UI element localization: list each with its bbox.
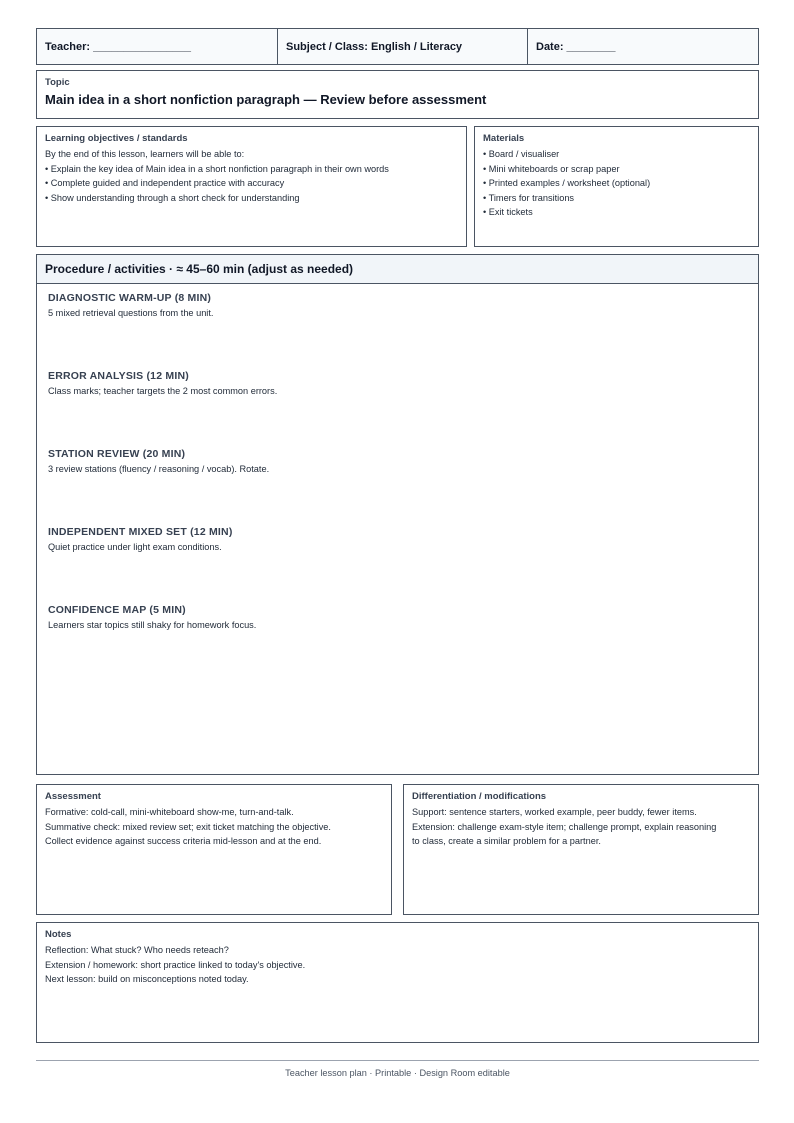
notes-line[interactable]: Extension / homework: short practice linked to today's objective. xyxy=(45,959,306,970)
activity-title[interactable]: ERROR ANALYSIS (12 MIN) xyxy=(48,370,189,382)
assessment-line[interactable]: Collect evidence against success criteria mid-lesson and at the end. xyxy=(45,836,322,847)
differentiation-label: Differentiation / modifications xyxy=(412,791,547,802)
activity-title[interactable]: DIAGNOSTIC WARM-UP (8 MIN) xyxy=(48,292,212,304)
objective-line[interactable]: • Complete guided and independent practice with accuracy xyxy=(45,178,285,189)
objective-line[interactable]: • Explain the key idea of Main idea in a short nonfiction paragraph in their own words xyxy=(45,163,389,174)
assessment-line[interactable]: Summative check: mixed review set; exit ticket matching the objective. xyxy=(45,821,331,832)
activity-description[interactable]: Learners star topics still shaky for homework focus. xyxy=(48,620,257,630)
differentiation-line[interactable]: Support: sentence starters, worked example, peer buddy, fewer items. xyxy=(412,807,697,817)
assessment-section xyxy=(36,784,392,915)
activity-description[interactable]: 5 mixed retrieval questions from the unit. xyxy=(48,308,214,318)
header-row xyxy=(36,28,759,65)
material-item[interactable]: • Mini whiteboards or scrap paper xyxy=(483,163,620,174)
footer-divider xyxy=(36,1060,759,1061)
differentiation-line[interactable]: Extension: challenge exam-style item; challenge prompt, explain reasoning xyxy=(412,821,717,832)
activity-title[interactable]: STATION REVIEW (20 MIN) xyxy=(48,448,186,460)
assessment-line[interactable]: Formative: cold-call, mini-whiteboard show-me, turn-and-talk. xyxy=(45,807,294,817)
objective-line[interactable]: • Show understanding through a short check for understanding xyxy=(45,192,300,203)
materials-section xyxy=(474,126,759,247)
activity-block xyxy=(48,526,233,552)
learning-objectives-section xyxy=(36,126,467,247)
footer-text: Teacher lesson plan · Printable · Design Room editable xyxy=(285,1068,510,1078)
topic-title[interactable]: Main idea in a short nonfiction paragraph — Review before assessment xyxy=(45,92,487,107)
topic-label: Topic xyxy=(45,77,70,88)
activity-title[interactable]: CONFIDENCE MAP (5 MIN) xyxy=(48,604,186,616)
material-item[interactable]: • Printed examples / worksheet (optional) xyxy=(483,178,651,189)
activity-description[interactable]: Quiet practice under light exam conditions. xyxy=(48,542,222,552)
material-item[interactable]: • Board / visualiser xyxy=(483,149,560,159)
notes-line[interactable]: Next lesson: build on misconceptions noted today. xyxy=(45,974,249,985)
activity-description[interactable]: Class marks; teacher targets the 2 most common errors. xyxy=(48,386,278,396)
activity-block xyxy=(48,448,269,474)
activity-block xyxy=(48,604,256,630)
procedure-section xyxy=(36,254,759,775)
notes-line[interactable]: Reflection: What stuck? Who needs reteach? xyxy=(45,945,229,955)
date-field[interactable]: Date: ________ xyxy=(536,40,616,53)
material-item[interactable]: • Exit tickets xyxy=(483,207,533,218)
objective-line[interactable]: By the end of this lesson, learners will be able to: xyxy=(45,149,245,159)
subject-class-field[interactable]: Subject / Class: English / Literacy xyxy=(278,29,528,64)
differentiation-section xyxy=(403,784,759,915)
material-item[interactable]: • Timers for transitions xyxy=(483,192,575,203)
activity-title[interactable]: INDEPENDENT MIXED SET (12 MIN) xyxy=(48,526,233,538)
notes-label: Notes xyxy=(45,929,72,940)
differentiation-line[interactable]: to class, create a similar problem for a partner. xyxy=(412,836,601,847)
assessment-label: Assessment xyxy=(45,791,101,802)
teacher-field[interactable]: Teacher: ________________ xyxy=(37,29,278,64)
activity-block xyxy=(48,370,277,396)
materials-label: Materials xyxy=(483,133,525,144)
notes-section xyxy=(36,922,759,1043)
activity-description[interactable]: 3 review stations (fluency / reasoning / vocab). Rotate. xyxy=(48,464,270,474)
topic-section xyxy=(36,70,759,119)
objectives-label: Learning objectives / standards xyxy=(45,133,188,144)
procedure-heading: Procedure / activities · ≈ 45–60 min (adjust as needed) xyxy=(37,255,758,284)
activity-block xyxy=(48,292,213,318)
